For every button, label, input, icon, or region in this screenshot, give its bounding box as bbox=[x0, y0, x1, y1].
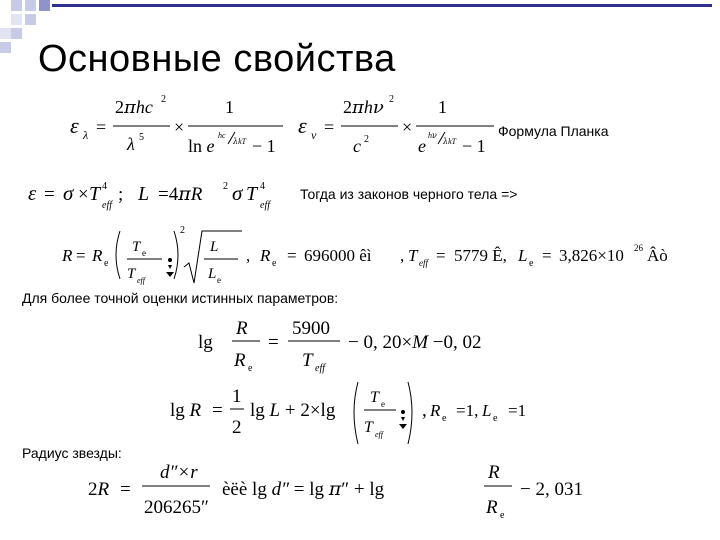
svg-text:e: e bbox=[442, 413, 447, 424]
svg-text:lg: lg bbox=[198, 332, 213, 353]
svg-text:λkT: λkT bbox=[443, 137, 457, 146]
svg-text:e: e bbox=[142, 248, 146, 258]
svg-text:=: = bbox=[96, 117, 107, 137]
svg-text:=: = bbox=[212, 400, 223, 421]
svg-text:,: , bbox=[246, 246, 251, 265]
svg-text:eff: eff bbox=[375, 430, 383, 439]
svg-text:L: L bbox=[210, 239, 219, 255]
svg-text:3,826×10: 3,826×10 bbox=[559, 246, 624, 265]
svg-text:×: × bbox=[78, 184, 89, 205]
svg-text:R: R bbox=[234, 350, 246, 371]
svg-text:=1: =1 bbox=[508, 401, 527, 420]
svg-text:=: = bbox=[287, 246, 297, 265]
blackbody-laws-label: Тогда из законов черного тела => bbox=[300, 186, 518, 202]
svg-text:ε: ε bbox=[28, 181, 37, 205]
svg-text:èëè lg d″ = lg π″ + lg: èëè lg d″ = lg π″ + lg bbox=[222, 478, 385, 500]
svg-text:5779 Ê,: 5779 Ê, bbox=[454, 246, 507, 265]
svg-text:T: T bbox=[132, 239, 141, 255]
lg-radius-luminosity-formula bbox=[170, 376, 550, 456]
svg-text:,: , bbox=[400, 246, 405, 265]
svg-text:T: T bbox=[246, 183, 258, 205]
svg-text:×: × bbox=[174, 117, 185, 137]
svg-text:2: 2 bbox=[389, 94, 394, 105]
svg-text:T: T bbox=[302, 350, 313, 371]
svg-text:R: R bbox=[92, 246, 103, 265]
svg-text:e: e bbox=[272, 258, 277, 269]
decor-square bbox=[0, 42, 11, 53]
svg-text:L: L bbox=[482, 401, 492, 420]
svg-text:=4πR: =4πR bbox=[158, 183, 203, 205]
svg-text:R: R bbox=[62, 246, 73, 265]
star-radius-label: Радиус звезды: bbox=[22, 445, 122, 461]
planck-lambda-formula bbox=[70, 88, 295, 163]
svg-text:lg R: lg R bbox=[170, 400, 202, 421]
svg-text:λ: λ bbox=[83, 128, 89, 142]
svg-text:=1,: =1, bbox=[456, 401, 479, 420]
decor-square bbox=[11, 0, 22, 11]
svg-text:=: = bbox=[436, 246, 446, 265]
decor-square bbox=[0, 28, 11, 39]
svg-text:ε: ε bbox=[298, 113, 307, 138]
svg-text:ε: ε bbox=[70, 113, 79, 138]
decor-square bbox=[39, 0, 50, 11]
decor-square bbox=[11, 28, 22, 39]
svg-text:L: L bbox=[138, 183, 150, 205]
svg-text:26: 26 bbox=[634, 243, 643, 253]
svg-text:2: 2 bbox=[223, 181, 228, 192]
svg-text:− 2, 031: − 2, 031 bbox=[520, 479, 583, 500]
svg-text:R: R bbox=[488, 462, 500, 483]
svg-text:=: = bbox=[76, 246, 86, 265]
svg-text:hν: hν bbox=[428, 131, 437, 140]
svg-text:R: R bbox=[486, 497, 498, 518]
blackbody-laws-formula bbox=[28, 172, 293, 217]
svg-text:eff: eff bbox=[102, 200, 112, 211]
svg-text:c: c bbox=[353, 136, 361, 156]
svg-text:1: 1 bbox=[225, 97, 234, 117]
svg-text:λkT: λkT bbox=[233, 137, 247, 146]
svg-text:2: 2 bbox=[161, 94, 166, 105]
svg-text:R: R bbox=[430, 401, 441, 420]
svg-text:λ: λ bbox=[127, 134, 135, 154]
svg-text:ln e: ln e bbox=[188, 136, 215, 156]
decor-bar bbox=[52, 4, 712, 7]
svg-text:=: = bbox=[44, 184, 55, 205]
svg-text:=: = bbox=[268, 332, 279, 353]
svg-text:L: L bbox=[208, 266, 217, 282]
precise-estimation-label: Для более точной оценки истинных параметров: bbox=[22, 290, 339, 306]
svg-text:e: e bbox=[381, 399, 385, 409]
svg-text:e: e bbox=[493, 413, 498, 424]
svg-text:eff: eff bbox=[315, 363, 325, 374]
svg-text:e: e bbox=[217, 275, 221, 285]
svg-text:L: L bbox=[518, 246, 528, 265]
svg-text:2: 2 bbox=[180, 225, 185, 236]
svg-text:− 1: − 1 bbox=[252, 136, 276, 156]
svg-text:2R: 2R bbox=[88, 479, 110, 500]
svg-text:lg L + 2×lg: lg L + 2×lg bbox=[250, 400, 336, 421]
svg-text:R: R bbox=[236, 318, 248, 339]
planck-formula-label: Формула Планка bbox=[498, 123, 609, 139]
svg-text:×: × bbox=[402, 117, 413, 137]
planck-nu-formula bbox=[298, 88, 498, 163]
decor-square bbox=[25, 14, 36, 25]
svg-text:=: = bbox=[542, 246, 552, 265]
svg-text:hc: hc bbox=[218, 131, 226, 140]
svg-text:e: e bbox=[500, 510, 505, 521]
svg-text:T: T bbox=[370, 389, 379, 406]
svg-text:T: T bbox=[89, 183, 101, 205]
svg-text:e: e bbox=[248, 363, 253, 374]
svg-text:e: e bbox=[104, 258, 109, 269]
svg-text:4: 4 bbox=[102, 181, 107, 192]
svg-text:− 0, 20×M −0, 02: − 0, 20×M −0, 02 bbox=[348, 332, 482, 353]
svg-text:,: , bbox=[422, 400, 427, 421]
svg-text:2: 2 bbox=[364, 134, 369, 145]
decor-square bbox=[25, 0, 36, 11]
svg-text:696000 êì: 696000 êì bbox=[304, 246, 372, 265]
svg-text:=: = bbox=[324, 117, 335, 137]
svg-text:1: 1 bbox=[232, 386, 242, 407]
svg-text:1: 1 bbox=[438, 97, 447, 117]
svg-text:eff: eff bbox=[137, 276, 145, 285]
svg-text:2πhc: 2πhc bbox=[115, 97, 153, 118]
svg-text:4: 4 bbox=[260, 181, 265, 192]
svg-text:Âò: Âò bbox=[647, 246, 668, 265]
svg-text:R: R bbox=[260, 246, 271, 265]
svg-text:=: = bbox=[120, 479, 131, 500]
radius-angular-formula bbox=[88, 455, 608, 530]
svg-text:206265″: 206265″ bbox=[144, 497, 209, 518]
lg-radius-mass-formula bbox=[198, 310, 518, 375]
svg-text:T: T bbox=[127, 266, 136, 282]
svg-text:− 1: − 1 bbox=[462, 136, 486, 156]
svg-text:ν: ν bbox=[311, 128, 317, 142]
svg-text:T: T bbox=[408, 246, 418, 265]
svg-text:d″×r: d″×r bbox=[160, 462, 198, 483]
svg-text:;: ; bbox=[118, 184, 124, 205]
svg-text:e: e bbox=[529, 258, 534, 269]
svg-text:eff: eff bbox=[260, 200, 270, 211]
svg-text:σ: σ bbox=[63, 181, 74, 205]
svg-text:2πhν: 2πhν bbox=[343, 97, 384, 118]
svg-text:e: e bbox=[418, 136, 426, 156]
svg-text:2: 2 bbox=[232, 417, 242, 438]
page-title: Основные свойства bbox=[38, 38, 396, 80]
svg-text:eff: eff bbox=[419, 258, 428, 268]
svg-text:σ: σ bbox=[232, 181, 243, 205]
svg-text:5: 5 bbox=[139, 132, 144, 143]
radius-relation-formula bbox=[62, 223, 682, 288]
decor-square bbox=[11, 14, 22, 25]
svg-text:T: T bbox=[364, 419, 373, 436]
svg-text:5900: 5900 bbox=[292, 318, 330, 339]
